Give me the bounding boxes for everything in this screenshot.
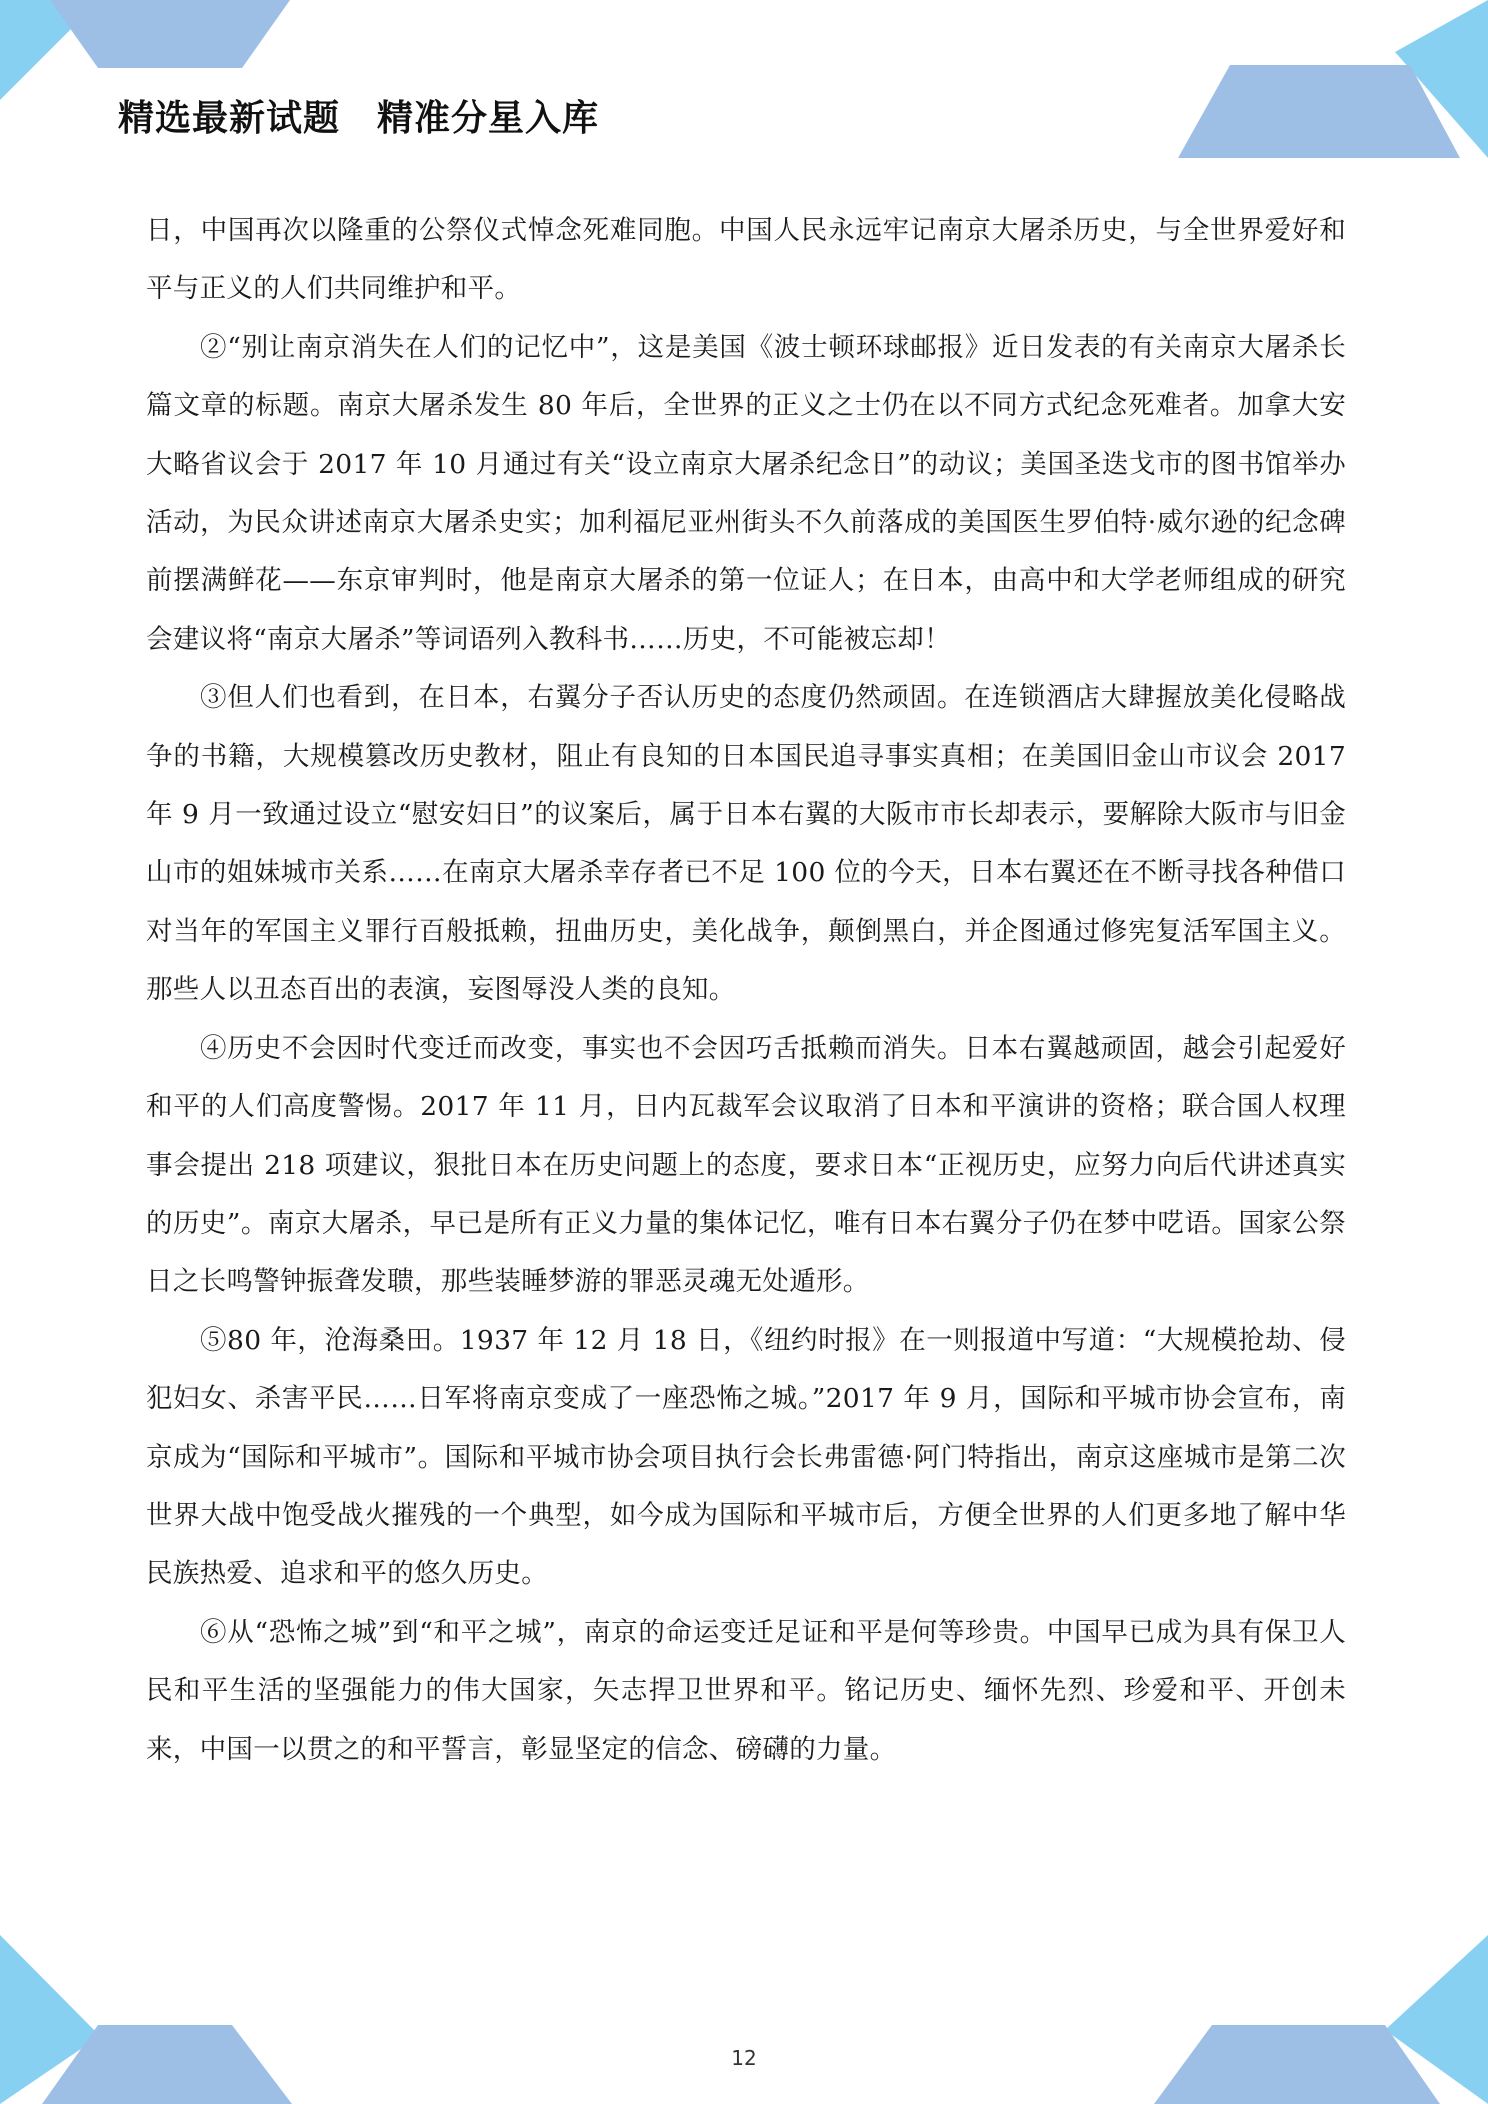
article-body: [146, 202, 1346, 1779]
paragraph-2: ②“别让南京消失在人们的记忆中”，这是美国《波士顿环球邮报》近日发表的有关南京大屠杀长篇文章的标题。南京大屠杀发生 80 年后，全世界的正义之士仍在以不同方式纪念死难者。加拿大安大略省议会于 2017 年 10 月通过有关“设立南京大屠杀纪念日”的动议；美国圣迭戈市的图书馆举办活动，为民众讲述南京大屠杀史实；加利福尼亚州街头不久前落成的美国医生罗伯特·威尔逊的纪念碑前摆满鲜花——东京审判时，他是南京大屠杀的第一位证人；在日本，由高中和大学老师组成的研究会建议将“南京大屠杀”等词语列入教科书……历史，不可能被忘却！: [146, 331, 1346, 655]
bottom-left-corner-triangle: [0, 1935, 100, 2104]
top-right-corner-triangle: [1395, 0, 1488, 158]
top-left-corner-triangle: [0, 0, 100, 100]
paragraph-3: ③但人们也看到，在日本，右翼分子否认历史的态度仍然顽固。在连锁酒店大肆握放美化侵略战争的书籍，大规模篡改历史教材，阻止有良知的日本国民追寻事实真相；在美国旧金山市议会 2017 年 9 月一致通过设立“慰安妇日”的议案后，属于日本右翼的大阪市市长却表示，要解除大阪市与旧金山市的姐妹城市关系……在南京大屠杀幸存者已不足 100 位的今天，日本右翼还在不断寻找各种借口对当年的军国主义罪行百般抵赖，扭曲历史，美化战争，颠倒黑白，并企图通过修宪复活军国主义。那些人以丑态百出的表演，妄图辱没人类的良知。: [146, 682, 1346, 1006]
paragraph-1-continued: 日，中国再次以隆重的公祭仪式悼念死难同胞。中国人民永远牢记南京大屠杀历史，与全世界爱好和平与正义的人们共同维护和平。: [146, 215, 1346, 305]
top-right-banner-trapezoid: [1178, 65, 1460, 158]
bottom-right-corner-triangle: [1385, 1935, 1488, 2104]
paragraph-6: ⑥从“恐怖之城”到“和平之城”，南京的命运变迁足证和平是何等珍贵。中国早已成为具有保卫人民和平生活的坚强能力的伟大国家，矢志捍卫世界和平。铭记历史、缅怀先烈、珍爱和平、开创未来，中国一以贯之的和平誓言，彰显坚定的信念、磅礴的力量。: [146, 1616, 1346, 1765]
page-number: 12: [731, 2046, 757, 2070]
top-left-banner-trapezoid: [50, 0, 290, 68]
header-title: 精选最新试题 精准分星入库: [118, 98, 600, 139]
paragraph-4: ④历史不会因时代变迁而改变，事实也不会因巧舌抵赖而消失。日本右翼越顽固，越会引起爱好和平的人们高度警惕。2017 年 11 月，日内瓦裁军会议取消了日本和平演讲的资格；联合国人权理事会提出 218 项建议，狠批日本在历史问题上的态度，要求日本“正视历史，应努力向后代讲述真实的历史”。南京大屠杀，早已是所有正义力量的集体记忆，唯有日本右翼分子仍在梦中呓语。国家公祭日之长鸣警钟振聋发聩，那些装睡梦游的罪恶灵魂无处遁形。: [146, 1032, 1346, 1298]
paragraph-5: ⑤80 年，沧海桑田。1937 年 12 月 18 日，《纽约时报》在一则报道中写道：“大规模抢劫、侵犯妇女、杀害平民……日军将南京变成了一座恐怖之城。”2017 年 9 月，国际和平城市协会宣布，南京成为“国际和平城市”。国际和平城市协会项目执行会长弗雷德·阿门特指出，南京这座城市是第二次世界大战中饱受战火摧残的一个典型，如今成为国际和平城市后，方便全世界的人们更多地了解中华民族热爱、追求和平的悠久历史。: [146, 1324, 1346, 1590]
